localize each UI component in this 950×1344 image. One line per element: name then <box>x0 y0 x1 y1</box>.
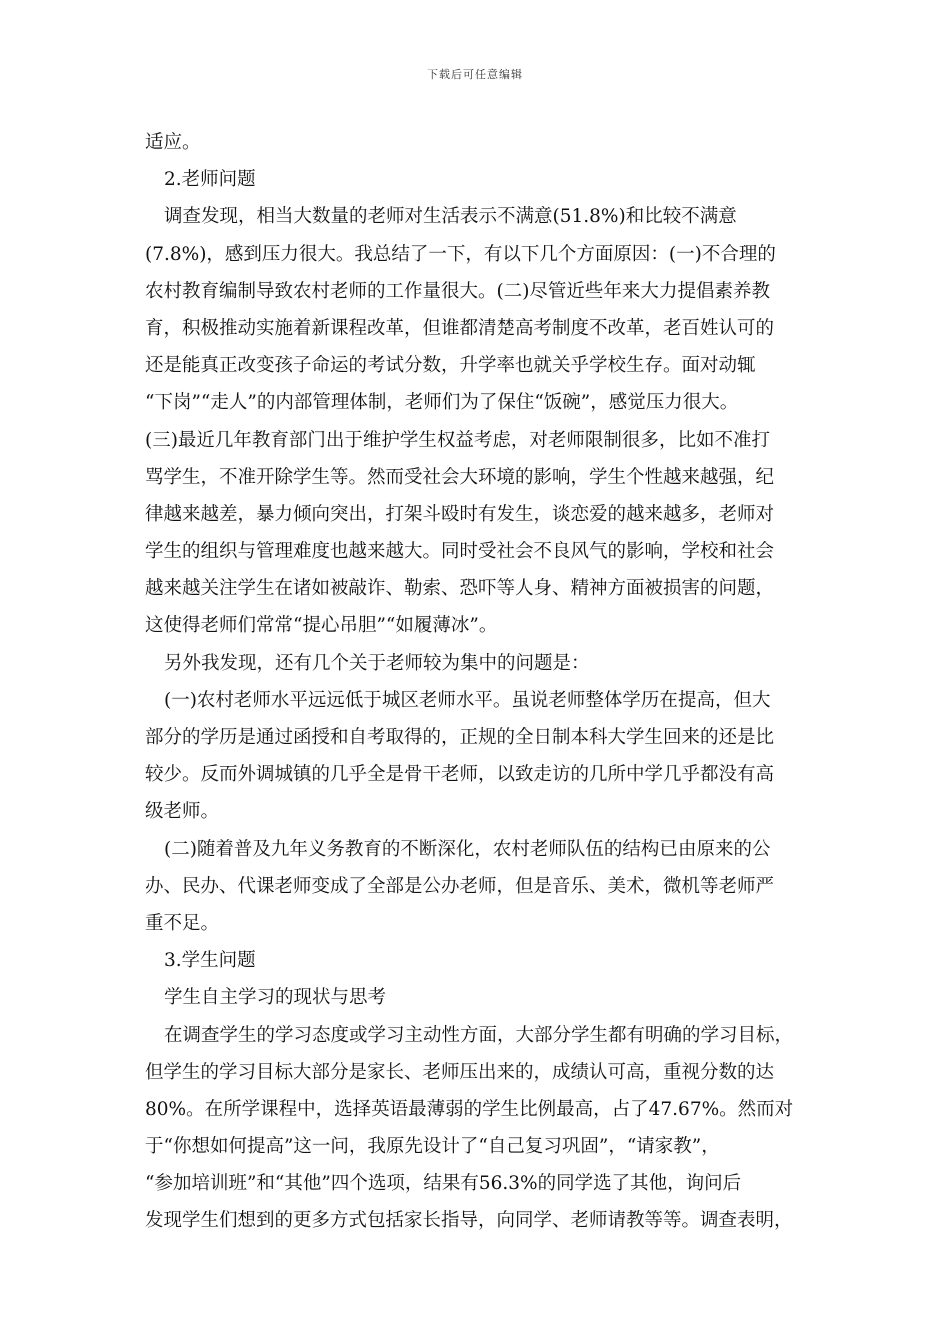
text-line: 3.学生问题 <box>164 950 256 972</box>
text-line: 但学生的学习目标大部分是家长、老师压出来的，成绩认可高，重视分数的达 <box>145 1061 775 1083</box>
text-line: 部分的学历是通过函授和自考取得的，正规的全日制本科大学生回来的还是比 <box>145 727 775 748</box>
text-line: 办、民办、代课老师变成了全部是公办老师，但是音乐、美术，微机等老师严 <box>145 875 775 897</box>
text-line: 80%。在所学课程中，选择英语最薄弱的学生比例最高，占了47.67%。然而对 <box>145 1098 794 1120</box>
text-line: (三)最近几年教育部门出于维护学生权益考虑，对老师限制很多，比如不准打 <box>145 429 770 451</box>
text-line: 育，积极推动实施着新课程改革，但谁都清楚高考制度不改革，老百姓认可的 <box>145 317 775 339</box>
text-line: (7.8%)，感到压力很大。我总结了一下，有以下几个方面原因：(一)不合理的 <box>145 243 776 265</box>
text-line: 调查发现，相当大数量的老师对生活表示不满意(51.8%)和比较不满意 <box>164 206 737 228</box>
text-line: 适应。 <box>145 132 201 153</box>
text-line: 学生自主学习的现状与思考 <box>164 987 387 1009</box>
document-body <box>145 124 825 1240</box>
text-line: 在调查学生的学习态度或学习主动性方面，大部分学生都有明确的学习目标， <box>164 1024 794 1046</box>
text-line: “参加培训班”和“其他”四个选项，结果有56.3%的同学选了其他，询问后 <box>145 1173 742 1195</box>
text-line: 于“你想如何提高”这一问，我原先设计了“自己复习巩固”，“请家教”， <box>145 1136 720 1158</box>
text-line: 另外我发现，还有几个关于老师较为集中的问题是： <box>164 652 590 674</box>
text-line: 重不足。 <box>145 912 220 934</box>
text-line: 级老师。 <box>145 801 220 823</box>
text-line: 越来越关注学生在诸如被敲诈、勒索、恐吓等人身、精神方面被损害的问题， <box>145 578 775 600</box>
text-line: 较少。反而外调城镇的几乎全是骨干老师，以致走访的几所中学几乎都没有高 <box>145 764 775 786</box>
text-line: (一)农村老师水平远远低于城区老师水平。虽说老师整体学历在提高，但大 <box>164 689 771 711</box>
text-line: (二)随着普及九年义务教育的不断深化，农村老师队伍的结构已由原来的公 <box>164 838 771 860</box>
text-line: 农村教育编制导致农村老师的工作量很大。(二)尽管近些年来大力提倡素养教 <box>145 280 770 302</box>
page-header: 下载后可任意编辑 <box>427 68 523 81</box>
text-line: 骂学生，不准开除学生等。然而受社会大环境的影响，学生个性越来越强，纪 <box>145 466 775 488</box>
text-line: 发现学生们想到的更多方式包括家长指导，向同学、老师请教等等。调查表明， <box>145 1210 793 1232</box>
text-line: 律越来越差，暴力倾向突出，打架斗殴时有发生，谈恋爱的越来越多，老师对 <box>145 503 775 525</box>
text-line: 学生的组织与管理难度也越来越大。同时受社会不良风气的影响，学校和社会 <box>145 541 775 563</box>
text-line: 还是能真正改变孩子命运的考试分数，升学率也就关乎学校生存。面对动辄 <box>145 355 756 377</box>
text-line: 这使得老师们常常“提心吊胆”“如履薄冰”。 <box>145 615 498 637</box>
text-line: “下岗”“走人”的内部管理体制，老师们为了保住“饭碗”，感觉压力很大。 <box>145 392 739 414</box>
text-line: 2.老师问题 <box>164 169 256 191</box>
